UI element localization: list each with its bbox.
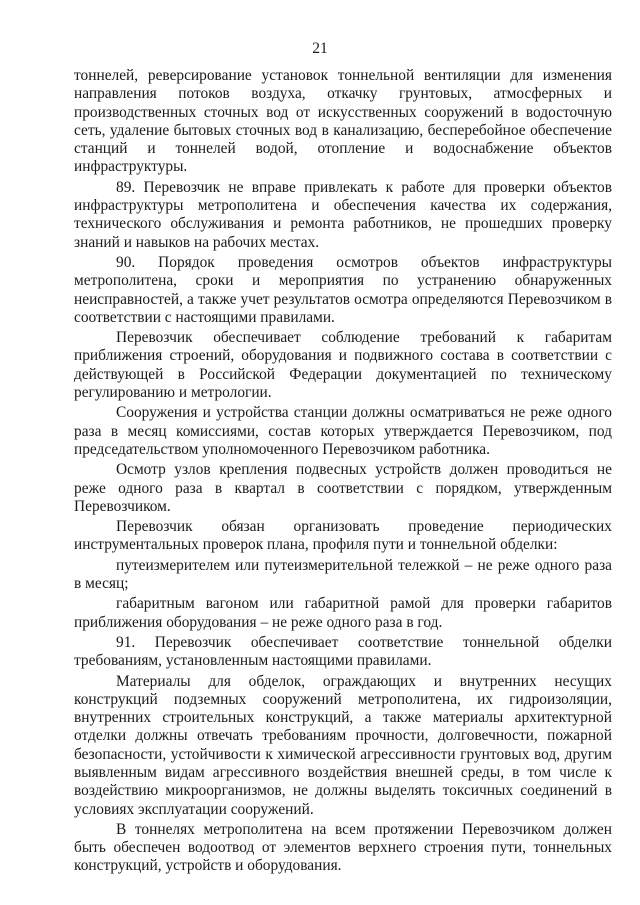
page-number: 21 (312, 40, 328, 57)
paragraph-gauge-car: габаритным вагоном или габаритной рамой для проверки габаритов приближения оборудования – не реже одного раза в год. (74, 595, 612, 631)
document-body (74, 67, 612, 876)
paragraph-station-inspection: Сооружения и устройства станции должны осматриваться не реже одного раза в месяц комиссиями, состав которых утверждается Перевозчиком, под председательством уполномоченного Перевозчиком работника. (74, 404, 612, 458)
paragraph-90: 90. Порядок проведения осмотров объектов инфраструктуры метрополитена, сроки и мероприятия по устранению обнаруженных неисправностей, а также учет результатов осмотра определяются Перевозчиком в соответствии с настоящими правилами. (74, 253, 612, 326)
paragraph-drainage: В тоннелях метрополитена на всем протяжении Перевозчиком должен быть обеспечен водоотвод от элементов верхнего строения пути, тоннельных конструкций, устройств и оборудования. (74, 820, 612, 875)
paragraph-clearance-requirements: Перевозчик обеспечивает соблюдение требований к габаритам приближения строений, оборудования и подвижного состава в соответствии с действующей в Российской Федерации документацией по техническому регулированию и метрологии. (74, 329, 612, 402)
paragraph-instrumental-checks: Перевозчик обязан организовать проведение периодических инструментальных проверок плана, профиля пути и тоннельной обделки: (74, 518, 612, 554)
paragraph-materials: Материалы для обделок, ограждающих и внутренних несущих конструкций подземных сооружений метрополитена, их гидроизоляции, внутренних строительных конструкций, а также материалы архитектурной отделки должны отвечать требованиям прочности, долговечности, пожарной безопасности, устойчивости к химической агрессивности грунтовых вод, другим выявленным видам агрессивного воздействия внешней среды, в том числе к воздействию микроорганизмов, не должны выделять токсичных соединений в условиях эксплуатации сооружений. (74, 672, 612, 818)
paragraph-continuation: тоннелей, реверсирование установок тоннельной вентиляции для изменения направления потоков воздуха, откачку грунтовых, атмосферных и производственных сточных вод от искусственных сооружений в водосточную сеть, удаление бытовых сточных вод в канализацию, бесперебойное обеспечение станций и тоннелей водой, отопление и водоснабжение объектов инфраструктуры. (74, 67, 612, 176)
paragraph-track-measurement: путеизмерителем или путеизмерительной тележкой – не реже одного раза в месяц; (74, 556, 612, 593)
paragraph-suspension-inspection: Осмотр узлов крепления подвесных устройств должен проводиться не реже одного раза в квартал в соответствии с порядком, утвержденным Перевозчиком. (74, 461, 612, 515)
paragraph-91: 91. Перевозчик обеспечивает соответствие тоннельной обделки требованиям, установленным настоящими правилами. (74, 633, 612, 670)
paragraph-89: 89. Перевозчик не вправе привлекать к работе для проверки объектов инфраструктуры метрополитена и обеспечения качества их содержания, технического обслуживания и ремонта работников, не прошедших проверку знаний и навыков на рабочих местах. (74, 178, 612, 251)
